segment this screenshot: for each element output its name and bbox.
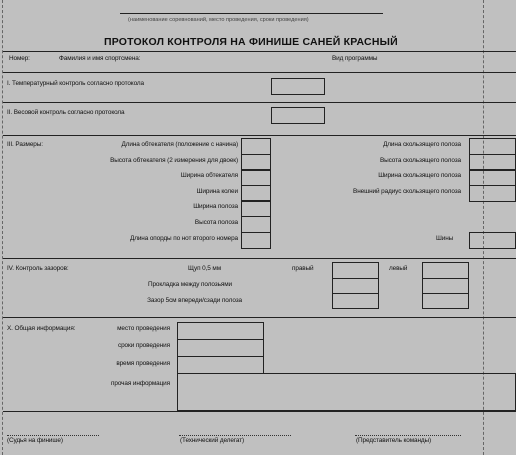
athlete-name-label: Фамилия и имя спортсмена: [59,55,141,62]
top-rule [120,13,383,14]
info-row-label-3: время проведения [116,360,170,367]
right-side-label: правый [292,265,314,272]
header-subcaption: (наименование соревнований, место проведения, сроки проведения) [128,17,309,23]
gap-row-label-2: Зазор 5см впереди/сзади полоза [147,297,242,304]
dimension-label-1: Длина обтекателя (положение с начина) [121,141,238,148]
temperature-control-field[interactable] [271,78,325,95]
row-line-2 [3,135,516,136]
runner-dimension-label-4: Внешний радиус скользящего полоза [353,188,461,195]
signature-line-1 [7,435,99,436]
technical-delegate-caption: (Технический делегат) [180,437,245,444]
info-row-label-2: сроки проведения [118,342,170,349]
row-line-top [3,72,516,73]
info-row-label-1: место проведения [117,325,170,332]
runner-dimension-field-4[interactable] [469,185,516,202]
dimension-label-5: Ширина полоза [193,203,238,210]
program-label: Вид программы [332,55,378,62]
gap-right-field-2[interactable] [332,278,379,294]
info-field-3[interactable] [177,356,264,374]
dimension-label-7: Длина опорды по нот второго номера [129,235,238,242]
gap-row-label-1: Прокладка между полозьями [147,281,232,288]
probe-label: Щуп 0,5 мм [188,265,222,272]
gap-left-field-3[interactable] [422,293,469,309]
number-label: Номер: [9,55,30,62]
tires-field[interactable] [469,232,516,249]
runner-dimension-field-3[interactable] [469,169,516,186]
info-field-2[interactable] [177,339,264,357]
runner-dimension-label-3: Ширина скользящего полоза [378,172,461,179]
temperature-control-label: I. Температурный контроль согласно протокола [7,80,144,87]
row-line-3 [3,258,516,259]
left-side-label: левый [389,265,408,272]
dimension-label-6: Высота полоза [194,219,238,226]
page-title: ПРОТОКОЛ КОНТРОЛЯ НА ФИНИШЕ САНЕЙ КРАСНЫЙ [104,36,398,48]
dimension-field-7[interactable] [241,232,271,249]
signature-line-3 [355,435,461,436]
signature-line-2 [179,435,291,436]
dimension-field-1[interactable] [241,138,271,155]
runner-dimension-label-1: Длина скользящего полоза [383,141,461,148]
gap-right-field-3[interactable] [332,293,379,309]
dimension-field-6[interactable] [241,216,271,233]
row-line-4 [3,317,516,318]
table-top-line [3,51,516,52]
gap-control-label: IV. Контроль зазоров: [7,265,69,272]
dimension-label-3: Ширина обтекателя [180,172,238,179]
tires-label: Шины [436,235,454,242]
weight-control-label: II. Весовой контроль согласно протокола [7,109,125,116]
gap-left-field-2[interactable] [422,278,469,294]
info-field-1[interactable] [177,322,264,340]
info-field-4[interactable] [177,373,516,411]
dimension-field-5[interactable] [241,200,271,217]
dimensions-label: III. Размеры: [7,141,43,148]
runner-dimension-label-2: Высота скользящего полоза [379,157,461,164]
weight-control-field[interactable] [271,107,325,124]
row-line-5 [3,411,516,412]
dimension-label-4: Ширина колеи [196,188,238,195]
runner-dimension-field-1[interactable] [469,138,516,155]
left-margin-guide [2,0,3,455]
gap-left-field-1[interactable] [422,262,469,279]
dimension-label-2: Высота обтекателя (2 измерения для двоек) [110,157,238,164]
finish-judge-caption: (Судья на финише) [7,437,63,444]
team-representative-caption: (Представитель команды) [356,437,432,444]
general-info-label: X. Общая информация: [7,325,76,332]
gap-right-field-1[interactable] [332,262,379,279]
row-line-1 [3,102,516,103]
info-row-label-4: прочая информация [111,380,170,387]
dimension-field-3[interactable] [241,169,271,186]
